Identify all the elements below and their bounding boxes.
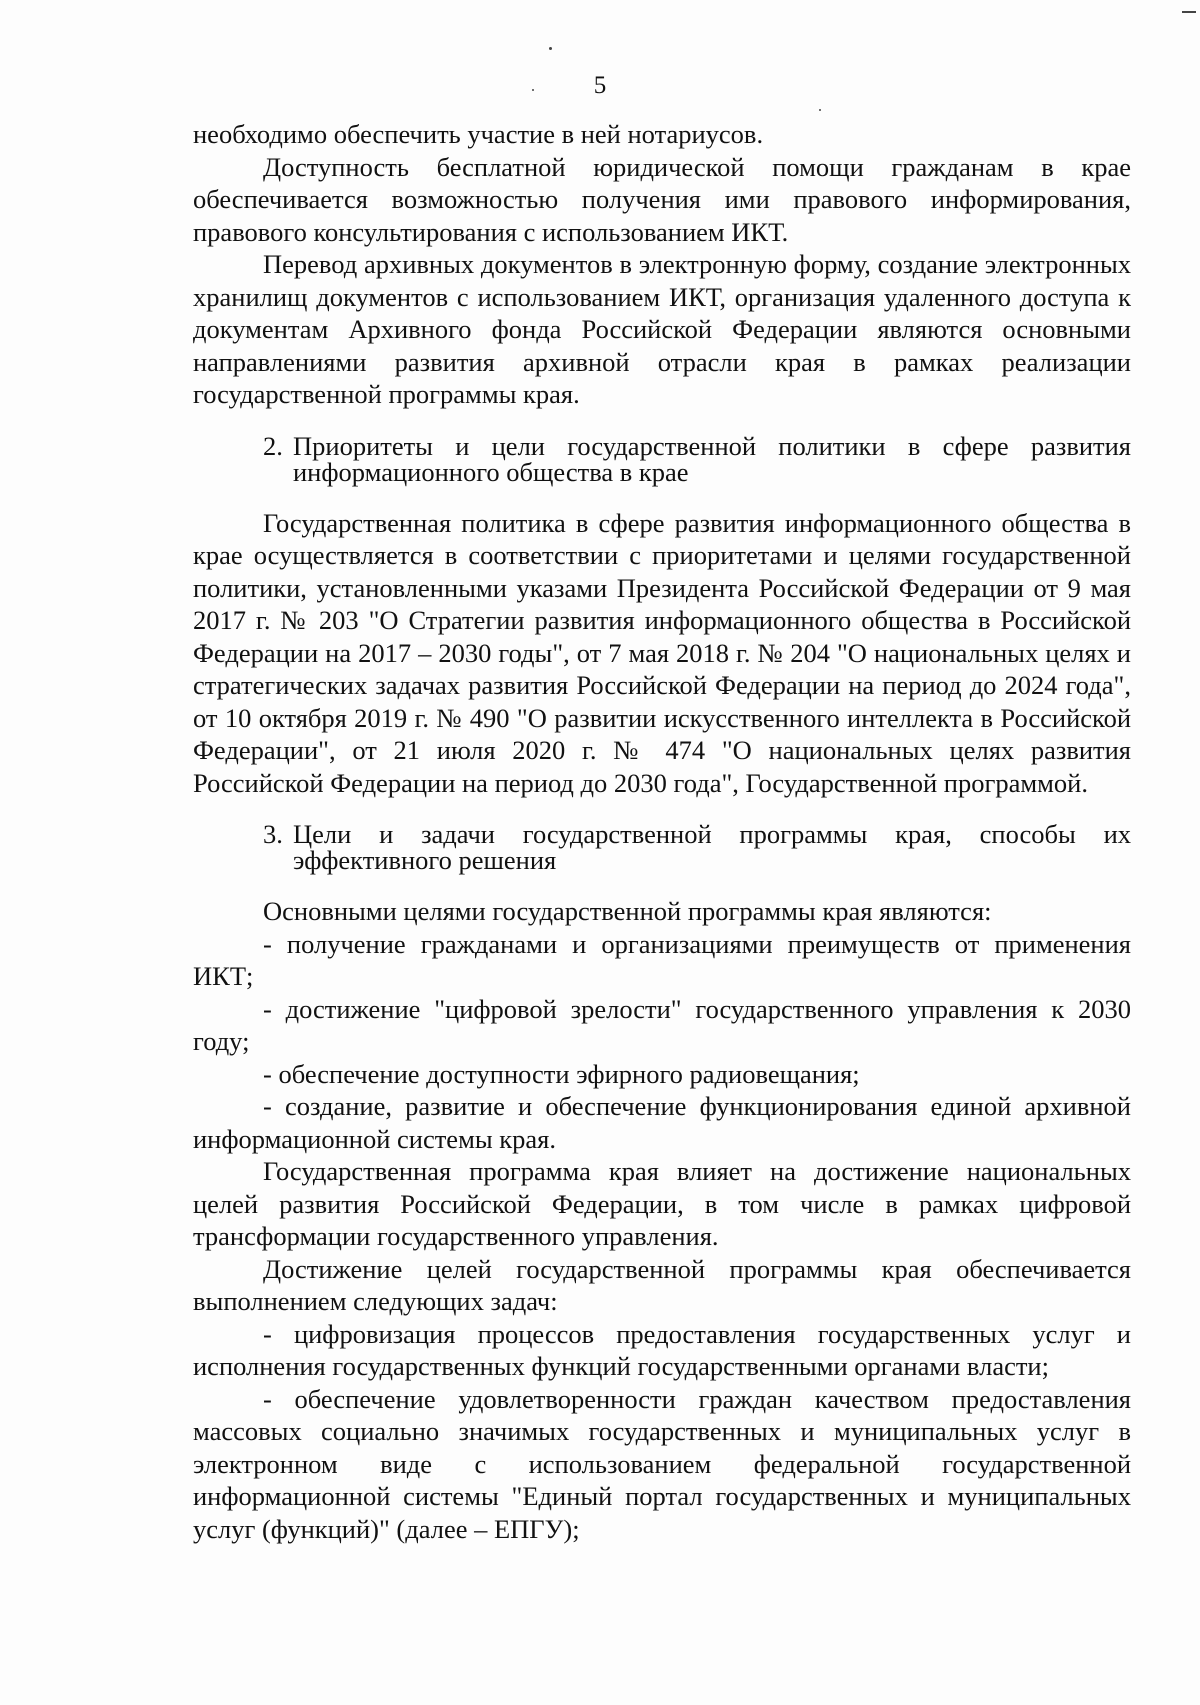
- paragraph: Государственная программа края влияет на достижение национальных целей развития Российской Федерации, в том числе в рамках цифровой трансформации государственного управления.: [193, 1156, 1131, 1251]
- paragraph: Достижение целей государственной программы края обеспечивается выполнением следующих задач:: [193, 1253, 1131, 1316]
- section-3-heading: [263, 821, 1131, 873]
- list-item: - достижение "цифровой зрелости" государственного управления к 2030 году;: [193, 993, 1131, 1056]
- paragraph: Государственная политика в сфере развития информационного общества в крае осуществляется в соответствии с приоритетами и целями государственной политики, установленными указами Президента Российской Федерации от 9 мая 2017 г. № 203 "О Стратегии развития информационного общества в Российской Федерации на 2017 – 2030 годы", от 7 мая 2018 г. № 204 "О национальных целях и стратегических задачах развития Российской Федерации на период до 2024 года", от 10 октября 2019 г. № 490 "О развитии искусственного интеллекта в Российской Федерации", от 21 июля 2020 г. № 474 "О национальных целях развития Российской Федерации на период до 2030 года", Государственной программой.: [193, 507, 1131, 798]
- document-body: [193, 118, 1131, 1545]
- scan-edge-mark: [1182, 11, 1196, 13]
- list-item: - получение гражданами и организациями преимуществ от применения ИКТ;: [193, 928, 1131, 991]
- scan-speck: [549, 47, 552, 50]
- list-item: - создание, развитие и обеспечение функционирования единой архивной информационной системы края.: [193, 1091, 1131, 1154]
- page-number: 5: [593, 72, 607, 99]
- paragraph: необходимо обеспечить участие в ней нотариусов.: [193, 119, 764, 149]
- section-title: Цели и задачи государственной программы края, способы их эффективного решения: [293, 819, 1131, 875]
- paragraph: Перевод архивных документов в электронную форму, создание электронных хранилищ документов с использованием ИКТ, организация удаленного доступа к документам Архивного фонда Российской Федерации являются основными направлениями развития архивной отрасли края в рамках реализации государственной программы края.: [193, 249, 1131, 409]
- section-number: 2.: [263, 430, 283, 461]
- section-title: Приоритеты и цели государственной политики в сфере развития информационного общества в крае: [293, 430, 1131, 487]
- scan-speck: [819, 109, 821, 111]
- list-item: - цифровизация процессов предоставления государственных услуг и исполнения государственных функций государственными органами власти;: [193, 1318, 1131, 1381]
- paragraph: Основными целями государственной программы края являются:: [263, 896, 992, 926]
- section-2-heading: [263, 430, 1131, 487]
- list-item: - обеспечение удовлетворенности граждан качеством предоставления массовых социально значимых государственных и муниципальных услуг в электронном виде с использованием федеральной государственной информационной системы "Единый портал государственных и муниципальных услуг (функций)" (далее – ЕПГУ);: [193, 1383, 1131, 1544]
- section-number: 3.: [263, 819, 283, 849]
- paragraph: Доступность бесплатной юридической помощи гражданам в крае обеспечивается возможностью получения ими правового информирования, правового консультирования с использованием ИКТ.: [193, 151, 1131, 247]
- list-item: - обеспечение доступности эфирного радиовещания;: [263, 1058, 860, 1089]
